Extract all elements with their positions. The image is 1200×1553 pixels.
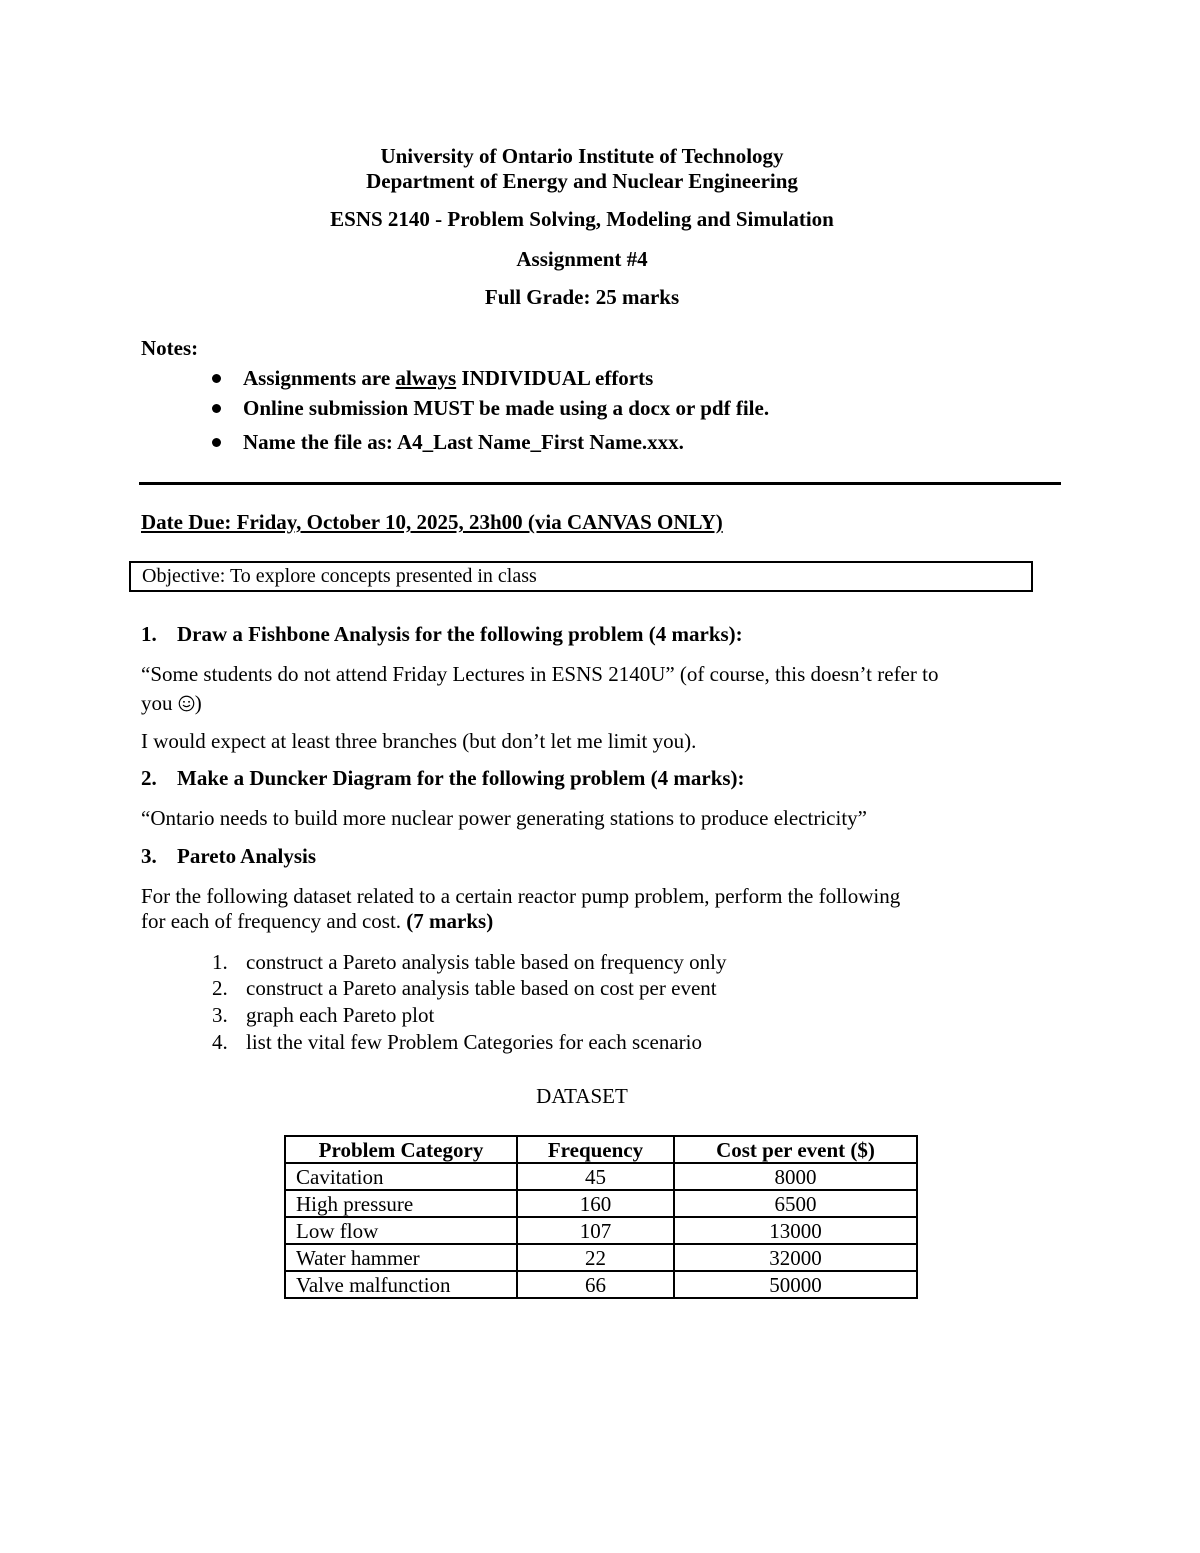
list-item — [212, 975, 717, 1001]
cell-frequency: 45 — [517, 1163, 674, 1190]
list-item-number: 2. — [212, 976, 228, 1000]
list-item-number: 3. — [212, 1003, 228, 1027]
dataset-table — [284, 1135, 918, 1299]
cell-cost: 8000 — [674, 1163, 917, 1190]
list-item-number: 1. — [212, 950, 228, 974]
question-3-instructions-line1: For the following dataset related to a certain reactor pump problem, perform the following — [141, 884, 901, 908]
question-3-instructions-text: for each of frequency and cost. — [141, 909, 407, 933]
cell-category: Water hammer — [285, 1244, 517, 1271]
question-1-expectation: I would expect at least three branches (but don’t let me limit you). — [141, 729, 697, 753]
course-title: ESNS 2140 - Problem Solving, Modeling and Simulation — [330, 207, 834, 231]
cell-cost: 32000 — [674, 1244, 917, 1271]
bullet-icon — [212, 374, 221, 383]
question-2-problem: “Ontario needs to build more nuclear power generating stations to produce electricity” — [141, 806, 867, 830]
column-header-frequency: Frequency — [517, 1136, 674, 1163]
question-number: 2. — [141, 766, 157, 790]
note-text: Name the file as: A4_Last Name_First Name.xxx. — [243, 430, 684, 454]
full-grade: Full Grade: 25 marks — [484, 285, 680, 309]
cell-frequency: 66 — [517, 1271, 674, 1298]
note-text-after: INDIVIDUAL efforts — [456, 366, 654, 390]
table-row — [285, 1190, 917, 1217]
list-item-text: graph each Pareto plot — [246, 1003, 435, 1027]
question-1-problem-close: ) — [194, 691, 202, 715]
university-name: University of Ontario Institute of Technology — [380, 144, 784, 168]
column-header-cost-per-event: Cost per event ($) — [674, 1136, 917, 1163]
question-3-marks: (7 marks) — [406, 909, 494, 933]
list-item-text: list the vital few Problem Categories for each scenario — [246, 1030, 703, 1054]
cell-category: High pressure — [285, 1190, 517, 1217]
cell-cost: 13000 — [674, 1217, 917, 1244]
bullet-icon — [212, 438, 221, 447]
question-1-problem-line2 — [141, 689, 202, 718]
table-header-row — [285, 1136, 917, 1163]
question-title: Draw a Fishbone Analysis for the following problem (4 marks): — [177, 622, 743, 646]
cell-category: Cavitation — [285, 1163, 517, 1190]
note-item-submission — [212, 395, 769, 421]
column-header-problem-category: Problem Category — [285, 1136, 517, 1163]
dataset-title: DATASET — [536, 1084, 628, 1108]
question-title: Make a Duncker Diagram for the following problem (4 marks): — [177, 766, 745, 790]
note-text-before: Assignments are — [243, 366, 396, 390]
cell-cost: 50000 — [674, 1271, 917, 1298]
list-item — [212, 1029, 702, 1055]
objective-box: Objective: To explore concepts presented in class — [129, 561, 1033, 592]
bullet-icon — [212, 404, 221, 413]
question-title: Pareto Analysis — [177, 844, 317, 868]
section-divider — [139, 482, 1061, 485]
due-date: Date Due: Friday, October 10, 2025, 23h00 (via CANVAS ONLY) — [141, 510, 723, 534]
list-item-text: construct a Pareto analysis table based on cost per event — [246, 976, 717, 1000]
smiley-icon — [178, 695, 195, 712]
note-item-individual — [212, 365, 653, 391]
table-row — [285, 1217, 917, 1244]
cell-cost: 6500 — [674, 1190, 917, 1217]
cell-frequency: 160 — [517, 1190, 674, 1217]
list-item-text: construct a Pareto analysis table based on frequency only — [246, 950, 727, 974]
question-1-problem-text: you — [141, 691, 178, 715]
cell-category: Low flow — [285, 1217, 517, 1244]
question-1-heading — [141, 622, 743, 647]
question-3-heading — [141, 844, 316, 869]
cell-frequency: 107 — [517, 1217, 674, 1244]
question-2-heading — [141, 766, 745, 791]
question-3-instructions-line2 — [141, 907, 493, 936]
notes-label: Notes: — [141, 336, 199, 360]
table-row — [285, 1271, 917, 1298]
note-text: Online submission MUST be made using a docx or pdf file. — [243, 396, 770, 420]
list-item-number: 4. — [212, 1030, 228, 1054]
table-row — [285, 1163, 917, 1190]
note-item-filename — [212, 429, 684, 455]
department-name: Department of Energy and Nuclear Engineering — [366, 169, 798, 193]
list-item — [212, 949, 727, 975]
question-number: 3. — [141, 844, 157, 868]
assignment-number: Assignment #4 — [516, 247, 648, 271]
question-1-problem-line1: “Some students do not attend Friday Lectures in ESNS 2140U” (of course, this doesn’t refer to — [141, 662, 939, 686]
table-row — [285, 1244, 917, 1271]
list-item — [212, 1002, 434, 1028]
note-text-underlined: always — [395, 366, 457, 390]
question-number: 1. — [141, 622, 157, 646]
cell-category: Valve malfunction — [285, 1271, 517, 1298]
cell-frequency: 22 — [517, 1244, 674, 1271]
